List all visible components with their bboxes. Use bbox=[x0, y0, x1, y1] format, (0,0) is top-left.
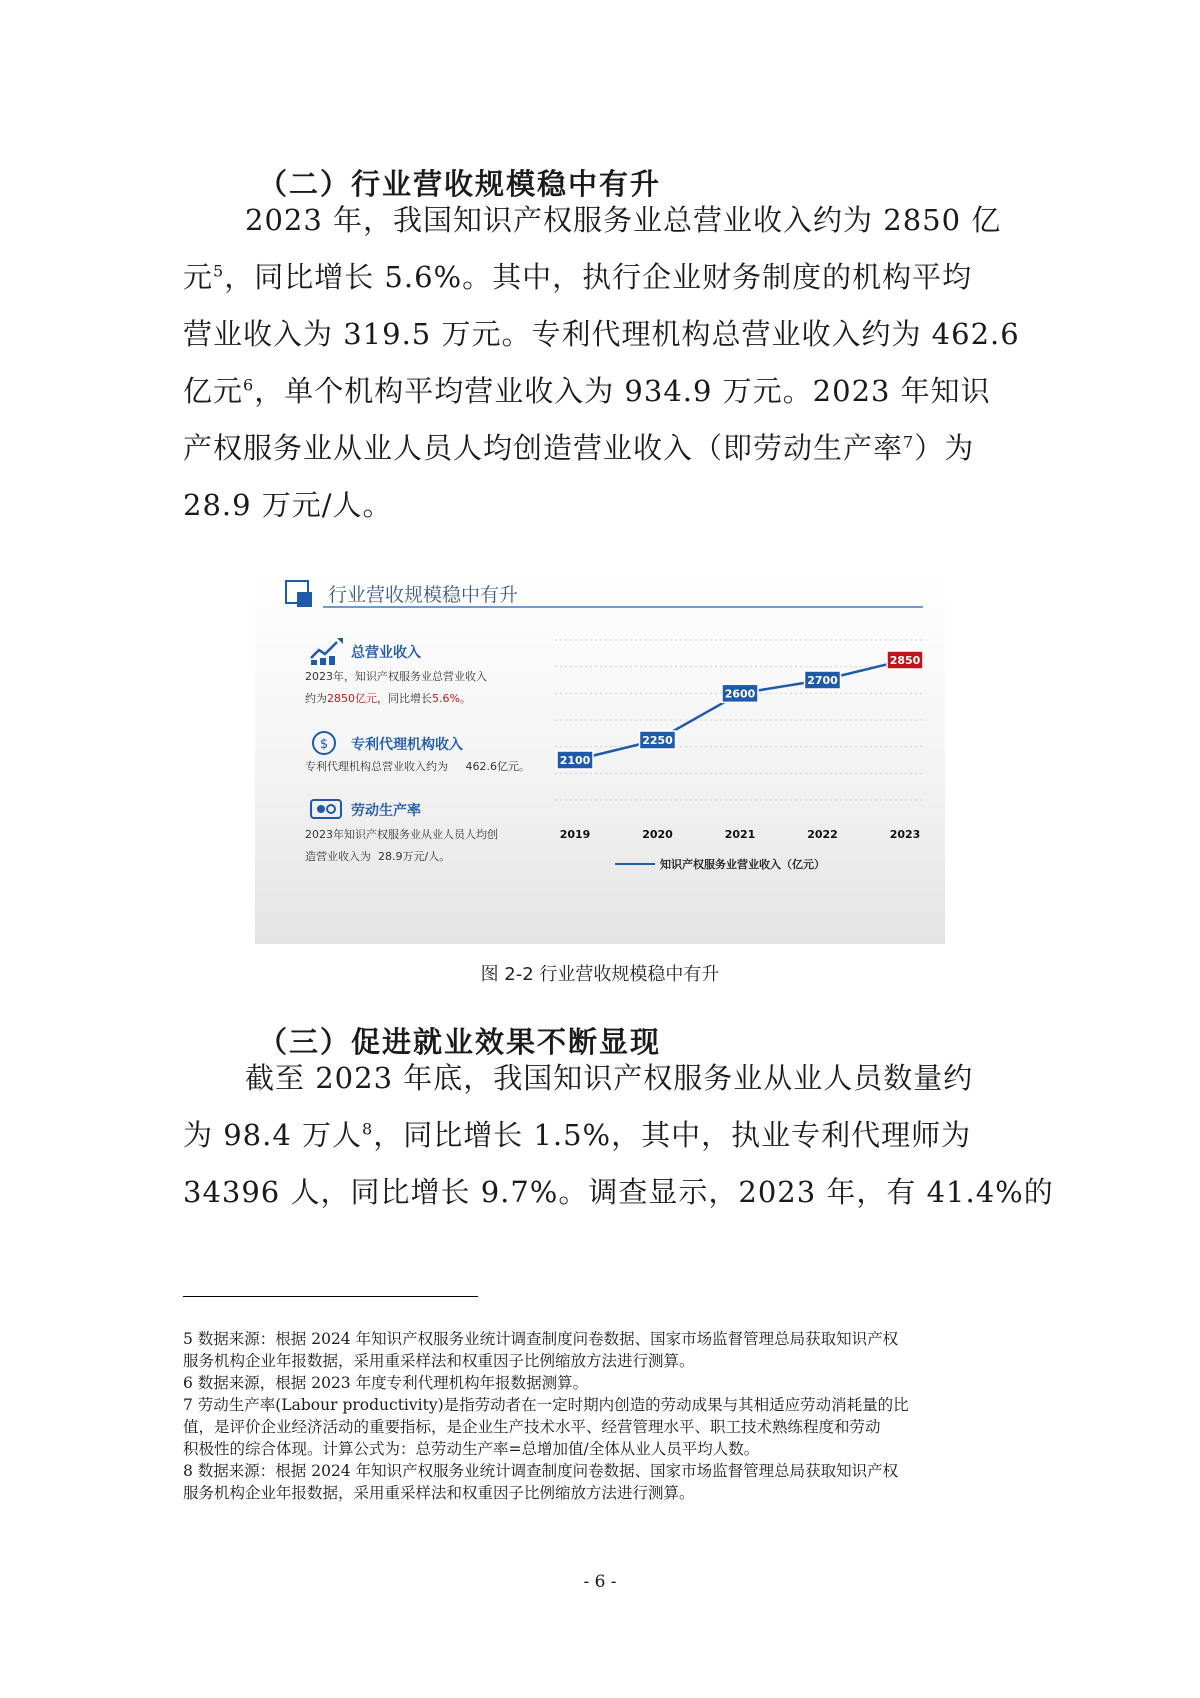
block-labor-text: 2023年知识产权服务业从业人员人均创 造营业收入为 28.9万元/人。 bbox=[305, 828, 498, 863]
figure-revenue bbox=[255, 570, 945, 944]
series-line bbox=[575, 660, 905, 760]
data-label-text: 2700 bbox=[807, 674, 838, 687]
footnote-line: 服务机构企业年报数据，采用重采样法和权重因子比例缩放方法进行测算。 bbox=[183, 1352, 695, 1370]
footnote-line: 积极性的综合体现。计算公式为：总劳动生产率=总增加值/全体从业人员平均人数。 bbox=[183, 1440, 760, 1458]
para-line: 28.9 万元/人。 bbox=[183, 488, 393, 522]
growth-pct: 5.6% bbox=[432, 692, 460, 705]
x-tick-label: 2022 bbox=[807, 828, 838, 841]
footnote-line: 6 数据来源，根据 2023 年度专利代理机构年报数据测算。 bbox=[183, 1374, 589, 1392]
block-patent-heading: 专利代理机构收入 bbox=[351, 737, 463, 753]
block-patent-text: 专利代理机构总营业收入约为 462.6亿元。 bbox=[305, 760, 530, 773]
para-line: 亿元$^6$，单个机构平均营业收入为 934.9 万元。2023 年知识 bbox=[183, 374, 991, 408]
section-2-paragraph bbox=[183, 192, 1020, 534]
section-heading-2: （二）行业营收规模稳中有升 bbox=[258, 167, 662, 201]
footnote-line: 8 数据来源：根据 2024 年知识产权服务业统计调查制度问卷数据、国家市场监督管理总局获取知识产权 bbox=[183, 1462, 899, 1480]
productivity-icon bbox=[309, 796, 343, 822]
square-logo-icon bbox=[285, 580, 313, 608]
data-label bbox=[640, 731, 676, 749]
para-line: 元$^5$，同比增长 5.6%。其中，执行企业财务制度的机构平均 bbox=[183, 260, 973, 294]
svg-text:$: $ bbox=[319, 737, 329, 752]
footnote-ref[interactable]: 8 bbox=[362, 1119, 374, 1139]
para-line: 为 98.4 万人$^8$，同比增长 1.5%，其中，执业专利代理师为 bbox=[183, 1118, 972, 1152]
block-labor-heading: 劳动生产率 bbox=[351, 803, 421, 819]
block-total-heading: 总营业收入 bbox=[351, 645, 421, 661]
figure-title-rule bbox=[323, 606, 923, 608]
data-label-text: 2250 bbox=[642, 734, 673, 747]
data-label bbox=[805, 671, 841, 689]
figure-title: 行业营收规模稳中有升 bbox=[328, 584, 519, 606]
section-heading-3: （三）促进就业效果不断显现 bbox=[258, 1025, 662, 1059]
footnote-ref[interactable]: 7 bbox=[903, 432, 915, 452]
para-line: 营业收入为 319.5 万元。专利代理机构总营业收入约为 462.6 bbox=[183, 317, 1020, 351]
para-line: 截至 2023 年底，我国知识产权服务业从业人员数量约 bbox=[245, 1061, 974, 1095]
x-tick-label: 2021 bbox=[724, 828, 756, 841]
para-line: 产权服务业从业人员人均创造营业收入（即劳动生产率$^7$）为 bbox=[183, 431, 975, 465]
money-coin-icon bbox=[311, 730, 337, 756]
x-tick-label: 2020 bbox=[642, 828, 673, 841]
section-3-paragraph bbox=[183, 1050, 1054, 1221]
footnote-ref[interactable]: 5 bbox=[213, 261, 225, 281]
footnotes bbox=[183, 1328, 1013, 1504]
x-tick-label: 2023 bbox=[889, 828, 921, 841]
data-label bbox=[887, 651, 923, 669]
footnote-line: 5 数据来源：根据 2024 年知识产权服务业统计调查制度问卷数据、国家市场监督管理总局获取知识产权 bbox=[183, 1330, 899, 1348]
page-number: - 6 - bbox=[583, 1572, 617, 1592]
footnote-line: 值，是评价企业经济活动的重要指标，是企业生产技术水平、经营管理水平、职工技术熟练程度和劳动 bbox=[183, 1418, 881, 1436]
legend-label: 知识产权服务业营业收入（亿元） bbox=[660, 858, 825, 871]
data-label bbox=[722, 684, 758, 702]
total-value: 2850亿元 bbox=[327, 692, 377, 705]
x-tick-label: 2019 bbox=[559, 828, 591, 841]
data-label bbox=[557, 751, 593, 769]
para-line: 2023 年，我国知识产权服务业总营业收入约为 2850 亿 bbox=[245, 203, 1002, 237]
data-label-text: 2850 bbox=[889, 654, 921, 667]
revenue-line-chart bbox=[555, 630, 925, 880]
footnote-ref[interactable]: 6 bbox=[243, 375, 255, 395]
data-label-text: 2100 bbox=[559, 754, 591, 767]
figure-caption: 图 2-2 行业营收规模稳中有升 bbox=[480, 964, 720, 985]
block-total-text: 2023年，知识产权服务业总营业收入 约为2850亿元，同比增长5.6%。 bbox=[305, 670, 487, 705]
data-label-text: 2600 bbox=[724, 687, 756, 701]
para-line: 34396 人，同比增长 9.7%。调查显示，2023 年，有 41.4%的 bbox=[183, 1175, 1054, 1209]
footnote-line: 7 劳动生产率(Labour productivity)是指劳动者在一定时期内创造的劳动成果与其相适应劳动消耗量的比 bbox=[183, 1396, 909, 1414]
footnote-rule bbox=[183, 1296, 478, 1297]
footnote-line: 服务机构企业年报数据，采用重采样法和权重因子比例缩放方法进行测算。 bbox=[183, 1484, 695, 1502]
growth-chart-icon bbox=[307, 636, 347, 666]
